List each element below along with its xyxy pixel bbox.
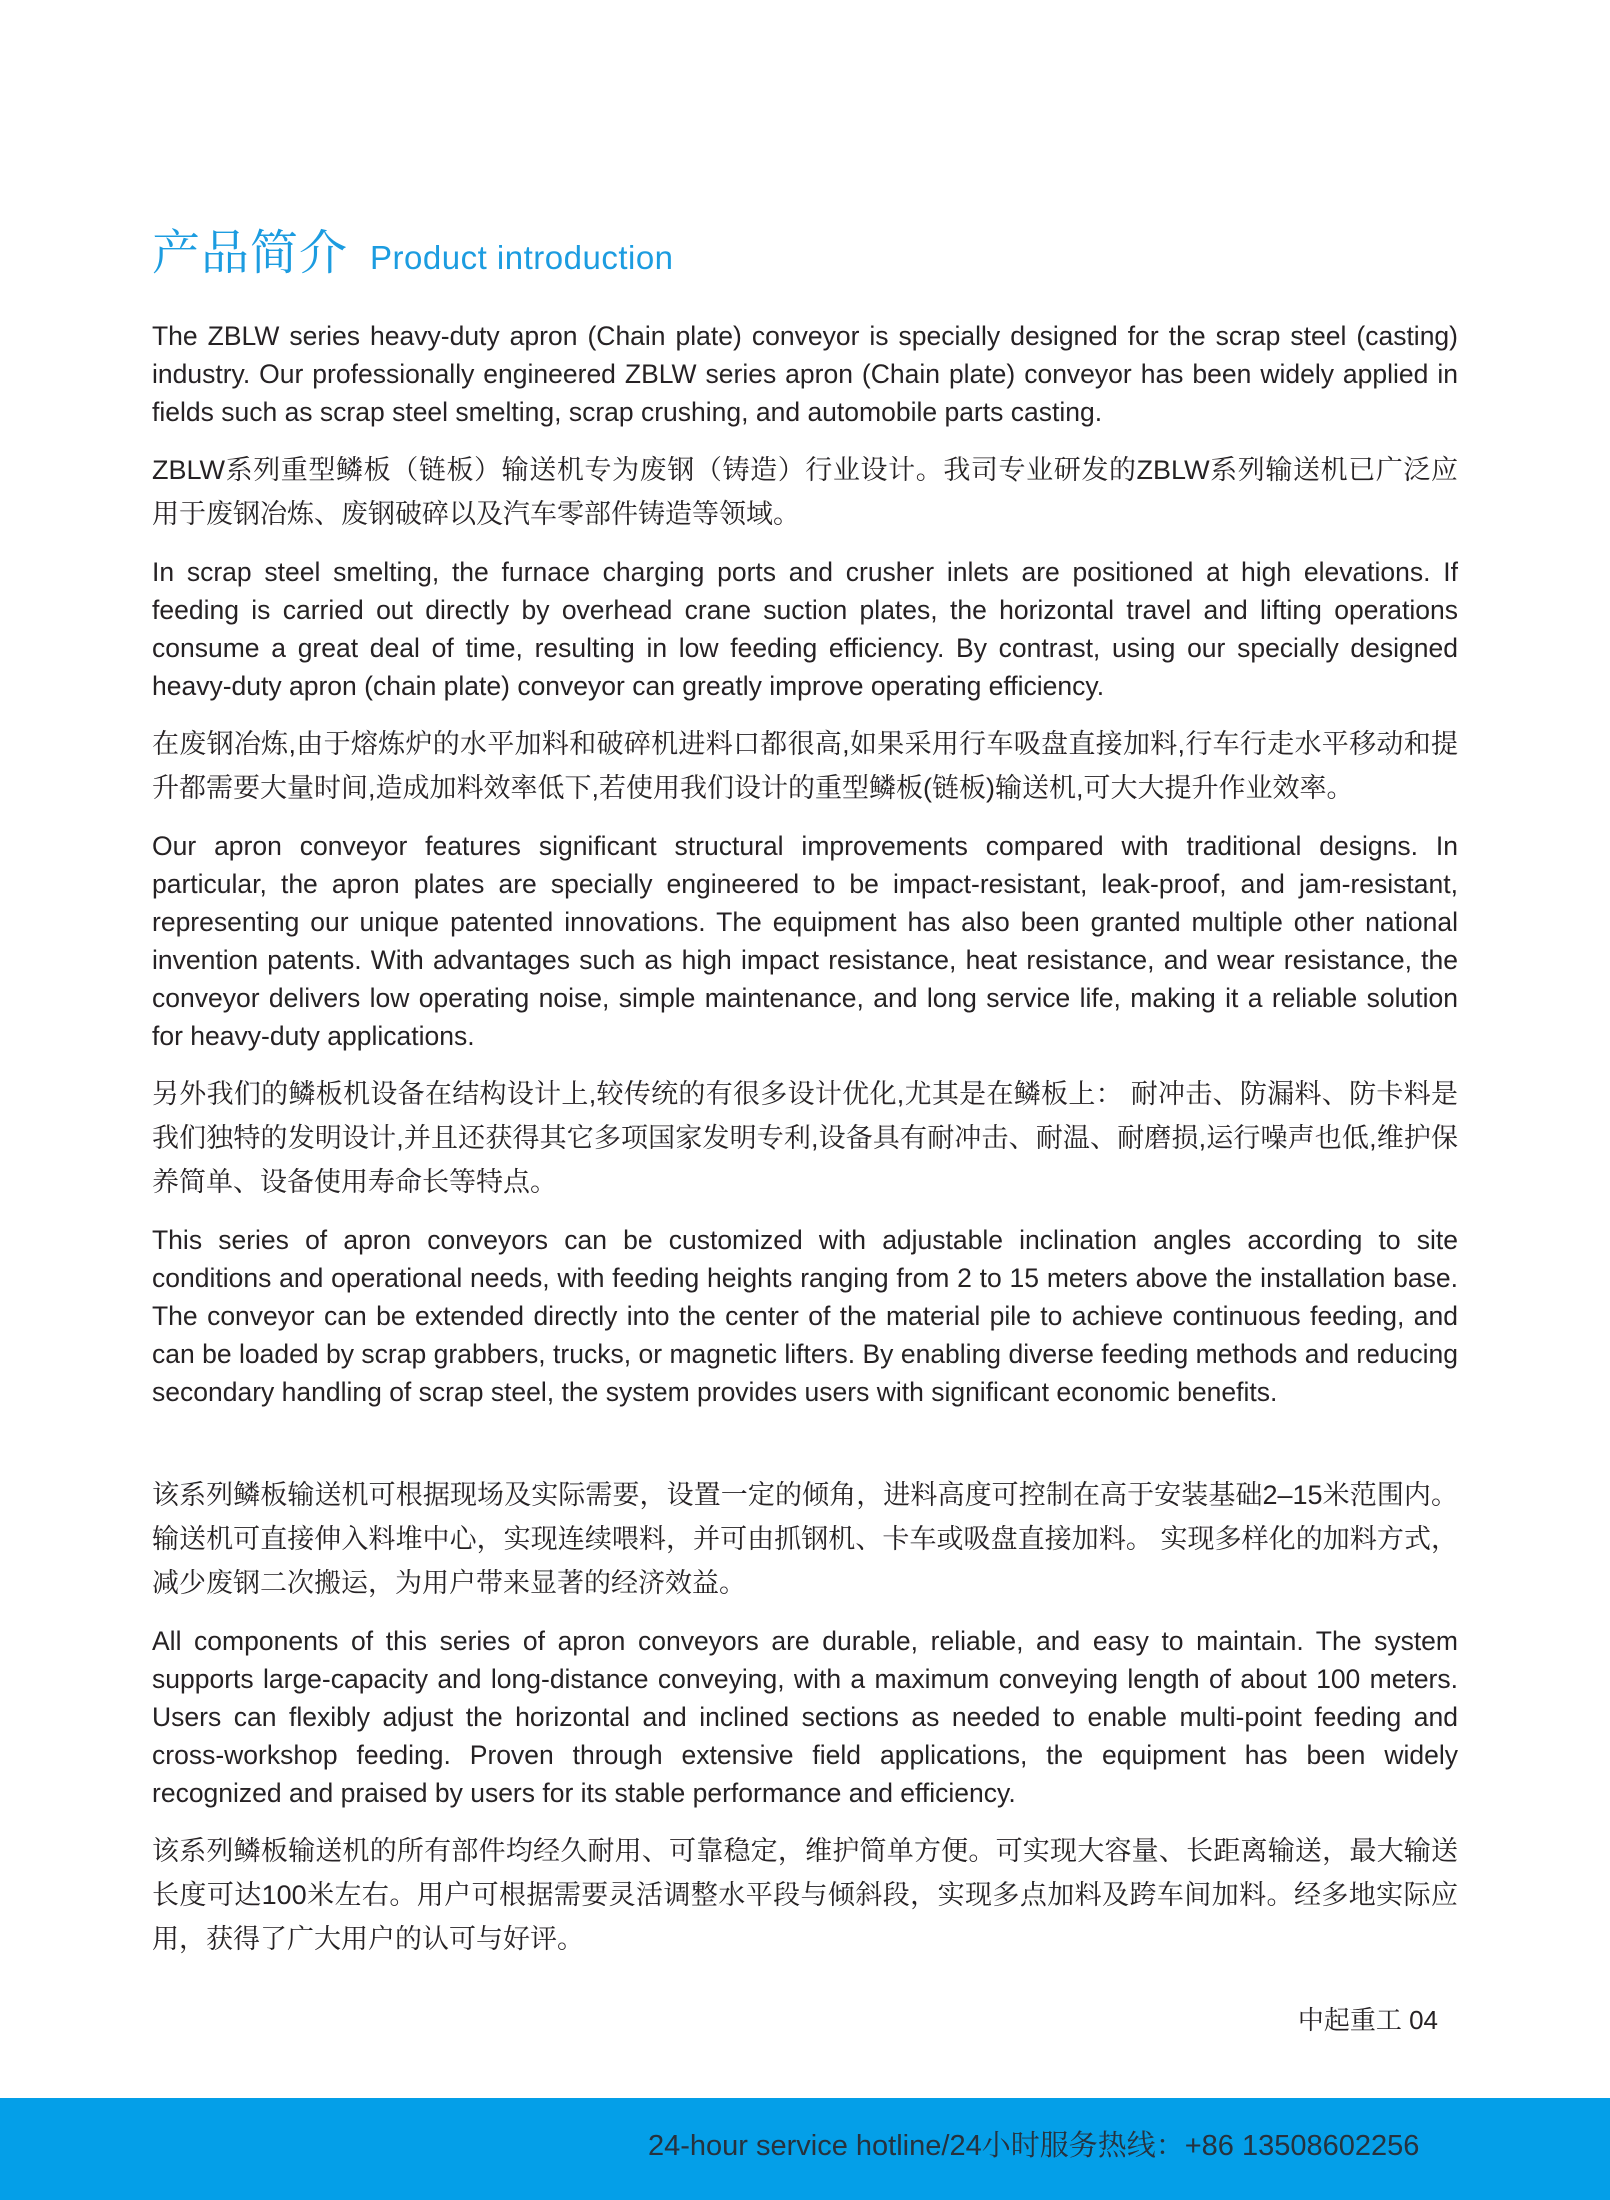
paragraph-zh-smelting: 在废钢冶炼,由于熔炼炉的水平加料和破碎机进料口都很高,如果采用行车吸盘直接加料,行车行走水平移动和提升都需要大量时间,造成加料效率低下,若使用我们设计的重型鳞板(链板)输送机,可大大提升作业效率。: [152, 729, 1458, 804]
service-hotline-text: 24-hour service hotline/24小时服务热线：+86 13508602256: [648, 2130, 1420, 2162]
paragraph-zh-components: 该系列鳞板输送机的所有部件均经久耐用、可靠稳定，维护简单方便。可实现大容量、长距离输送，最大输送长度可达100米左右。用户可根据需要灵活调整水平段与倾斜段，实现多点加料及跨车间加料。经多地实际应用，获得了广大用户的认可与好评。: [152, 1836, 1458, 1955]
page-content: [152, 226, 1458, 1978]
paragraph-zh-structure: 另外我们的鳞板机设备在结构设计上,较传统的有很多设计优化,尤其是在鳞板上： 耐冲击、防漏料、防卡料是我们独特的发明设计,并且还获得其它多项国家发明专利,设备具有耐冲击、耐温、耐磨损,运行噪声也低,维护保养简单、设备使用寿命长等特点。: [152, 1079, 1458, 1198]
paragraph-en-components: All components of this series of apron conveyors are durable, reliable, and easy to maintain. The system supports large-capacity and long-distance conveying, with a maximum conveying length of about 100 meters. Users can flexibly adjust the horizontal and inclined sections as needed to enable multi-point feeding and cross-workshop feeding. Proven through extensive field applications, the equipment has been widely recognized and praised by users for its stable performance and efficiency.: [152, 1626, 1458, 1809]
page-title: [152, 226, 1458, 281]
paragraph-zh-customization: 该系列鳞板输送机可根据现场及实际需要，设置一定的倾角，进料高度可控制在高于安装基础2–15米范围内。输送机可直接伸入料堆中心，实现连续喂料，并可由抓钢机、卡车或吸盘直接加料。 实现多样化的加料方式，减少废钢二次搬运，为用户带来显著的经济效益。: [152, 1480, 1458, 1599]
paragraph-en-customization: This series of apron conveyors can be customized with adjustable inclination angles according to site conditions and operational needs, with feeding heights ranging from 2 to 15 meters above the installation base. The conveyor can be extended directly into the center of the material pile to achieve continuous feeding, and can be loaded by scrap grabbers, trucks, or magnetic lifters. By enabling diverse feeding methods and reducing secondary handling of scrap steel, the system provides users with significant economic benefits.: [152, 1225, 1458, 1408]
paragraph-zh-intro: ZBLW系列重型鳞板（链板）输送机专为废钢（铸造）行业设计。我司专业研发的ZBLW系列输送机已广泛应用于废钢冶炼、废钢破碎以及汽车零部件铸造等领域。: [152, 455, 1458, 530]
page-title-en: Product introduction: [370, 239, 674, 276]
service-hotline-bar: [0, 2098, 1610, 2200]
brand-page-number: 中起重工 04: [1297, 2005, 1438, 2035]
page-title-zh: 产品简介: [152, 227, 349, 280]
paragraph-en-structure: Our apron conveyor features significant structural improvements compared with traditional designs. In particular, the apron plates are specially engineered to be impact-resistant, leak-proof, and jam-resistant, representing our unique patented innovations. The equipment has also been granted multiple other national invention patents. With advantages such as high impact resistance, heat resistance, and wear resistance, the conveyor delivers low operating noise, simple maintenance, and long service life, making it a reliable solution for heavy-duty applications.: [152, 831, 1458, 1052]
paragraph-en-intro: The ZBLW series heavy-duty apron (Chain plate) conveyor is specially designed for the scrap steel (casting) industry. Our professionally engineered ZBLW series apron (Chain plate) conveyor has been widely applied in fields such as scrap steel smelting, scrap crushing, and automobile parts casting.: [152, 321, 1458, 428]
paragraph-en-smelting: In scrap steel smelting, the furnace charging ports and crusher inlets are positioned at high elevations. If feeding is carried out directly by overhead crane suction plates, the horizontal travel and lifting operations consume a great deal of time, resulting in low feeding efficiency. By contrast, using our specially designed heavy-duty apron (chain plate) conveyor can greatly improve operating efficiency.: [152, 557, 1458, 702]
